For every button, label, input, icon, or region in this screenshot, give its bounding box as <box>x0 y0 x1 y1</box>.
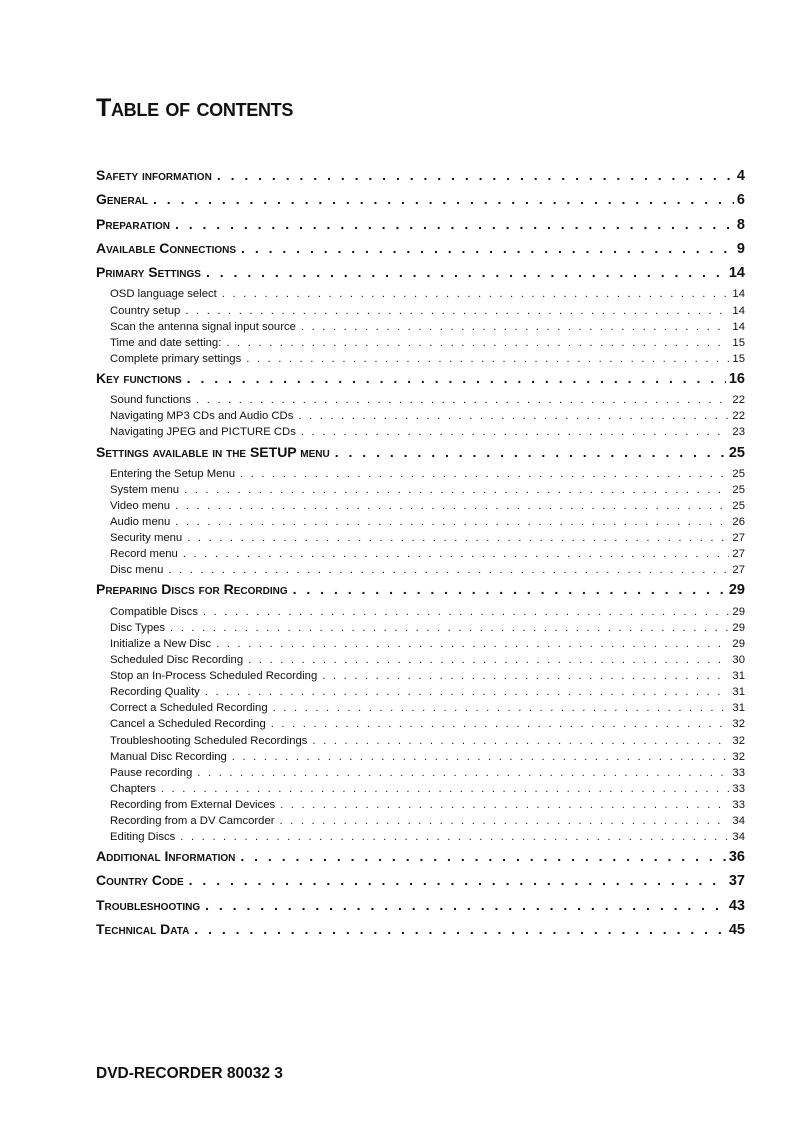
toc-page-number: 34 <box>732 815 745 827</box>
toc-page-number: 45 <box>728 922 745 939</box>
toc-subsection[interactable] <box>96 305 745 321</box>
toc-section[interactable] <box>96 167 745 191</box>
toc-page-number: 15 <box>732 336 745 349</box>
toc-subsection[interactable] <box>96 516 745 532</box>
dot-leader <box>205 897 726 913</box>
toc-entry-label: General <box>96 191 149 208</box>
toc-section[interactable] <box>96 370 745 394</box>
toc-subsection[interactable] <box>96 799 745 815</box>
toc-page-number: 29 <box>732 637 745 650</box>
dot-leader <box>216 638 729 650</box>
dot-leader <box>197 767 729 779</box>
toc-entry-label: Entering the Setup Menu <box>110 467 235 480</box>
toc-page-number: 22 <box>732 410 745 423</box>
toc-entry-label: Video menu <box>110 500 171 513</box>
toc-entry-label: Settings available in the SETUP menu <box>96 443 330 460</box>
toc-page-number: 14 <box>728 265 745 282</box>
toc-page-number: 43 <box>728 897 745 914</box>
dot-leader <box>185 305 729 317</box>
toc-entry-label: Available Connections <box>96 239 237 256</box>
toc-entry-label: Disc menu <box>110 564 164 577</box>
toc-entry-label: Initialize a New Disc <box>110 637 212 650</box>
toc-subsection[interactable] <box>96 394 745 410</box>
toc-page-number: 33 <box>732 782 745 795</box>
toc-entry-label: Time and date setting: <box>110 336 222 349</box>
dot-leader <box>217 167 734 183</box>
toc-entry-label: Cancel a Scheduled Recording <box>110 718 266 731</box>
table-of-contents <box>96 167 745 945</box>
toc-page-number: 32 <box>732 734 745 747</box>
toc-entry-label: System menu <box>110 483 180 496</box>
dot-leader <box>222 288 730 300</box>
toc-entry-label: Pause recording <box>110 766 193 779</box>
toc-page-number: 25 <box>732 483 745 496</box>
toc-page-number: 29 <box>732 621 745 634</box>
dot-leader <box>301 321 730 333</box>
toc-page-number: 29 <box>732 605 745 618</box>
dot-leader <box>240 468 729 480</box>
page-title: Table of contents <box>96 94 294 122</box>
toc-page-number: 27 <box>732 548 745 561</box>
dot-leader <box>184 484 729 496</box>
toc-subsection[interactable] <box>96 532 745 548</box>
toc-page-number: 6 <box>736 192 745 209</box>
toc-subsection[interactable] <box>96 484 745 500</box>
dot-leader <box>196 394 729 406</box>
toc-subsection[interactable] <box>96 337 745 353</box>
toc-section[interactable] <box>96 240 745 264</box>
dot-leader <box>153 191 734 207</box>
dot-leader <box>161 783 730 795</box>
toc-subsection[interactable] <box>96 410 745 426</box>
toc-entry-label: Navigating JPEG and PICTURE CDs <box>110 426 296 439</box>
toc-page-number: 32 <box>732 750 745 763</box>
toc-page-number: 25 <box>732 467 745 480</box>
toc-subsection[interactable] <box>96 638 745 654</box>
toc-page-number: 8 <box>736 216 745 233</box>
toc-subsection[interactable] <box>96 686 745 702</box>
toc-page-number: 15 <box>732 352 745 365</box>
dot-leader <box>293 581 726 597</box>
toc-page-number: 31 <box>732 702 745 715</box>
dot-leader <box>183 548 730 560</box>
toc-page-number: 25 <box>732 500 745 513</box>
toc-page-number: 14 <box>732 288 745 301</box>
dot-leader <box>180 831 729 843</box>
dot-leader <box>280 815 730 827</box>
toc-entry-label: Scheduled Disc Recording <box>110 654 244 667</box>
dot-leader <box>232 751 730 763</box>
toc-page-number: 32 <box>732 718 745 731</box>
toc-entry-label: Sound functions <box>110 394 192 407</box>
toc-page-number: 33 <box>732 798 745 811</box>
toc-page-number: 31 <box>732 670 745 683</box>
toc-page-number: 25 <box>728 444 745 461</box>
toc-page-number: 34 <box>732 831 745 844</box>
dot-leader <box>273 702 730 714</box>
toc-entry-label: Security menu <box>110 532 183 545</box>
toc-subsection[interactable] <box>96 783 745 799</box>
dot-leader <box>246 353 729 365</box>
dot-leader <box>175 216 734 232</box>
toc-subsection[interactable] <box>96 288 745 304</box>
dot-leader <box>322 670 729 682</box>
dot-leader <box>187 532 729 544</box>
dot-leader <box>203 606 730 618</box>
toc-section[interactable] <box>96 191 745 215</box>
dot-leader <box>170 622 729 634</box>
toc-page-number: 27 <box>732 532 745 545</box>
toc-section[interactable] <box>96 872 745 896</box>
toc-entry-label: Troubleshooting Scheduled Recordings <box>110 734 308 747</box>
toc-entry-label: Navigating MP3 CDs and Audio CDs <box>110 410 294 423</box>
dot-leader <box>312 735 729 747</box>
dot-leader <box>241 240 734 256</box>
toc-page-number: 23 <box>732 426 745 439</box>
toc-entry-label: Recording from a DV Camcorder <box>110 815 275 827</box>
dot-leader <box>194 921 726 937</box>
toc-entry-label: OSD language select <box>110 288 217 301</box>
dot-leader <box>175 500 729 512</box>
toc-subsection[interactable] <box>96 353 745 369</box>
toc-subsection[interactable] <box>96 702 745 718</box>
toc-entry-label: Troubleshooting <box>96 896 201 913</box>
toc-page-number: 33 <box>732 766 745 779</box>
toc-entry-label: Recording from External Devices <box>110 798 276 811</box>
toc-entry-label: Scan the antenna signal input source <box>110 320 296 333</box>
toc-entry-label: Chapters <box>110 782 156 795</box>
toc-entry-label: Additional Information <box>96 848 236 865</box>
toc-section[interactable] <box>96 581 745 605</box>
toc-subsection[interactable] <box>96 815 745 831</box>
dot-leader <box>298 410 729 422</box>
toc-page-number: 31 <box>732 686 745 699</box>
toc-page-number: 30 <box>732 654 745 667</box>
toc-subsection[interactable] <box>96 751 745 767</box>
toc-entry-label: Complete primary settings <box>110 352 242 365</box>
dot-leader <box>205 686 730 698</box>
dot-leader <box>189 872 726 888</box>
footer-model: DVD-RECORDER 80032 3 <box>96 1065 283 1082</box>
toc-entry-label: Technical Data <box>96 921 190 938</box>
toc-subsection[interactable] <box>96 321 745 337</box>
toc-entry-label: Recording Quality <box>110 686 200 699</box>
toc-entry-label: Preparation <box>96 215 170 232</box>
toc-entry-label: Stop an In-Process Scheduled Recording <box>110 670 318 683</box>
toc-section[interactable] <box>96 921 745 945</box>
toc-page-number: 16 <box>728 370 745 387</box>
dot-leader <box>280 799 729 811</box>
toc-section[interactable] <box>96 444 745 468</box>
toc-entry-label: Editing Discs <box>110 831 176 844</box>
dot-leader <box>168 564 729 576</box>
toc-section[interactable] <box>96 264 745 288</box>
toc-entry-label: Safety information <box>96 167 212 183</box>
toc-page-number: 14 <box>732 304 745 317</box>
dot-leader <box>335 444 726 460</box>
toc-subsection[interactable] <box>96 654 745 670</box>
toc-section[interactable] <box>96 848 745 872</box>
dot-leader <box>206 264 726 280</box>
toc-subsection[interactable] <box>96 500 745 516</box>
toc-page-number: 36 <box>728 849 745 866</box>
toc-subsection[interactable] <box>96 606 745 622</box>
toc-section[interactable] <box>96 897 745 921</box>
dot-leader <box>301 426 730 438</box>
toc-entry-label: Primary Settings <box>96 264 201 281</box>
toc-subsection[interactable] <box>96 670 745 686</box>
dot-leader <box>271 718 730 730</box>
toc-entry-label: Disc Types <box>110 621 166 634</box>
toc-page-number: 14 <box>732 320 745 333</box>
toc-page-number: 37 <box>728 873 745 890</box>
toc-entry-label: Compatible Discs <box>110 605 198 618</box>
toc-subsection[interactable] <box>96 767 745 783</box>
toc-subsection[interactable] <box>96 548 745 564</box>
toc-subsection[interactable] <box>96 735 745 751</box>
toc-page-number: 27 <box>732 564 745 577</box>
toc-page-number: 26 <box>732 516 745 529</box>
toc-entry-label: Country Code <box>96 872 184 889</box>
toc-entry-label: Preparing Discs for Recording <box>96 581 288 598</box>
dot-leader <box>240 848 726 864</box>
toc-entry-label: Country setup <box>110 304 181 317</box>
toc-subsection[interactable] <box>96 564 745 580</box>
toc-entry-label: Key functions <box>96 369 182 386</box>
dot-leader <box>226 337 729 349</box>
toc-subsection[interactable] <box>96 622 745 638</box>
dot-leader <box>187 370 726 386</box>
toc-subsection[interactable] <box>96 468 745 484</box>
toc-page-number: 22 <box>732 394 745 407</box>
toc-entry-label: Audio menu <box>110 516 171 529</box>
toc-entry-label: Correct a Scheduled Recording <box>110 702 268 715</box>
toc-page-number: 29 <box>728 582 745 599</box>
dot-leader <box>175 516 729 528</box>
toc-subsection[interactable] <box>96 831 745 847</box>
toc-page-number: 9 <box>736 240 745 257</box>
toc-subsection[interactable] <box>96 426 745 442</box>
toc-subsection[interactable] <box>96 718 745 734</box>
toc-entry-label: Manual Disc Recording <box>110 750 227 763</box>
toc-page-number: 4 <box>736 168 745 184</box>
toc-entry-label: Record menu <box>110 548 178 561</box>
toc-section[interactable] <box>96 216 745 240</box>
dot-leader <box>248 654 729 666</box>
